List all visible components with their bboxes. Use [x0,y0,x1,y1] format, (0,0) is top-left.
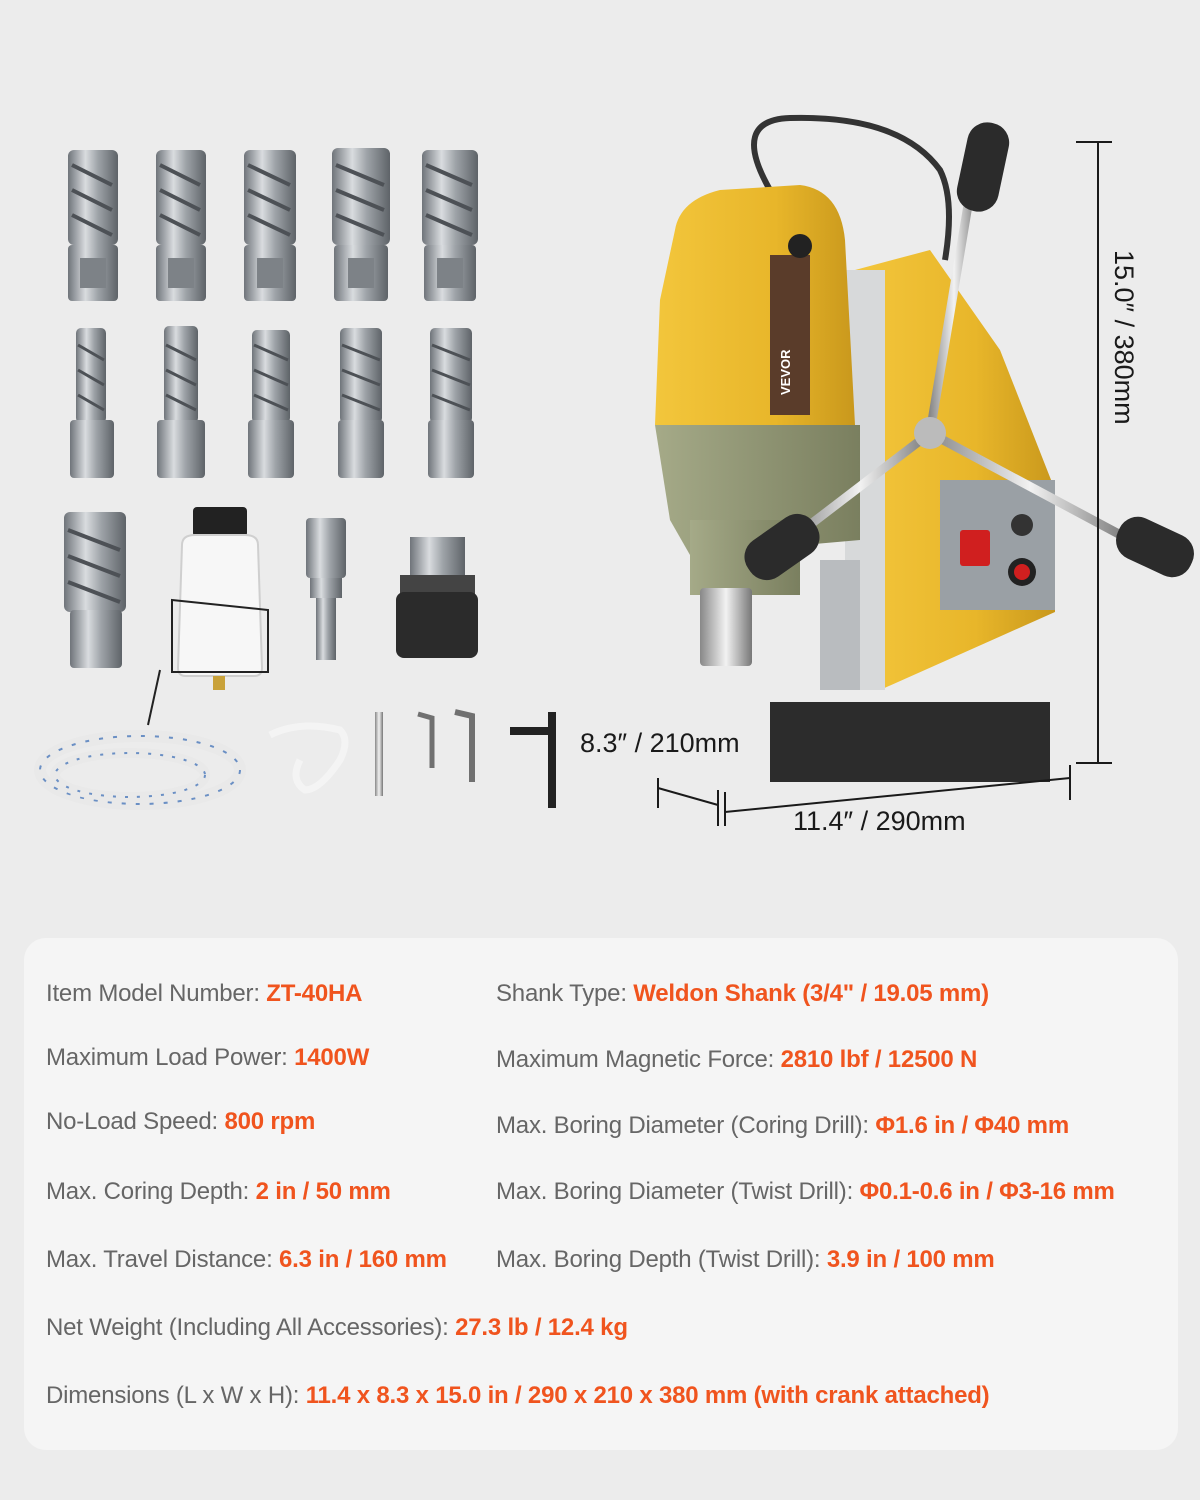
cutter-icon [248,330,294,478]
dimension-height-label: 15.0″ / 380mm [1109,250,1139,425]
spec-label: Max. Coring Depth: [46,1178,256,1205]
spec-value: 2810 lbf / 12500 N [780,1046,978,1073]
spec-label: Item Model Number: [46,980,267,1007]
magnetic-drill-icon [655,118,1200,782]
drill-chuck-icon [396,537,478,658]
dimension-length-label: 11.4″ / 290mm [793,806,966,836]
spec-boring-diameter-coring [496,1112,1069,1140]
spec-load-power [46,1044,369,1072]
spec-shank-type [496,980,989,1008]
annular-cutters [68,148,478,301]
spec-label: Max. Boring Diameter (Coring Drill): [496,1112,876,1139]
cutter-icon [157,326,205,478]
chuck-key-icon [510,712,556,808]
cutter-icon [428,328,474,478]
dimension-width-label: 8.3″ / 210mm [580,728,740,758]
spec-coring-depth [46,1178,391,1206]
arbor-adapter-icon [306,518,346,660]
spec-net-weight [46,1314,628,1342]
spec-value: Weldon Shank (3/4" / 19.05 mm) [633,980,989,1007]
spec-label: Max. Boring Depth (Twist Drill): [496,1246,827,1273]
spec-label: Shank Type: [496,980,634,1007]
cutter-icon [68,150,118,301]
coolant-bottle-icon [148,507,268,725]
annular-cutters-small [70,326,474,478]
spec-travel-distance [46,1246,447,1274]
brand-label: VEVOR [778,349,793,395]
cutter-icon [244,150,296,301]
spec-panel [24,938,1178,1450]
hex-key-icon [418,714,432,768]
cutter-icon [338,328,384,478]
cutter-icon [64,512,126,668]
spec-value: 11.4 x 8.3 x 15.0 in / 290 x 210 x 380 mm (with crank attached) [305,1382,990,1409]
spec-value: 800 rpm [224,1108,316,1135]
spec-label: Dimensions (L x W x H): [46,1382,306,1409]
spec-value: 27.3 lb / 12.4 kg [455,1314,628,1341]
tube-icon [270,726,345,790]
spec-no-load-speed [46,1108,315,1136]
spec-dimensions [46,1382,989,1410]
hex-key-icon [455,712,472,782]
cutter-icon [332,148,390,301]
rope-icon [40,736,240,804]
spec-model-number [46,980,362,1008]
spec-label: Max. Travel Distance: [46,1246,280,1273]
spec-boring-diameter-twist [496,1178,1115,1206]
cutter-icon [422,150,478,301]
spec-value: 6.3 in / 160 mm [279,1246,447,1273]
spec-value: 2 in / 50 mm [255,1178,391,1205]
spec-value: ZT-40HA [266,980,363,1007]
spec-label: Net Weight (Including All Accessories): [46,1314,456,1341]
spec-value: 3.9 in / 100 mm [826,1246,995,1273]
cutter-icon [70,328,114,478]
spec-label: No-Load Speed: [46,1108,225,1135]
spec-label: Max. Boring Diameter (Twist Drill): [496,1178,860,1205]
spec-magnetic-force [496,1046,977,1074]
cutter-icon [156,150,206,301]
spec-label: Maximum Magnetic Force: [496,1046,781,1073]
spec-boring-depth-twist [496,1246,995,1274]
spec-value: Φ0.1-0.6 in / Φ3-16 mm [859,1178,1115,1205]
ejector-pin-icon [375,712,383,796]
spec-value: Φ1.6 in / Φ40 mm [875,1112,1069,1139]
spec-label: Maximum Load Power: [46,1044,295,1071]
spec-value: 1400W [294,1044,370,1071]
